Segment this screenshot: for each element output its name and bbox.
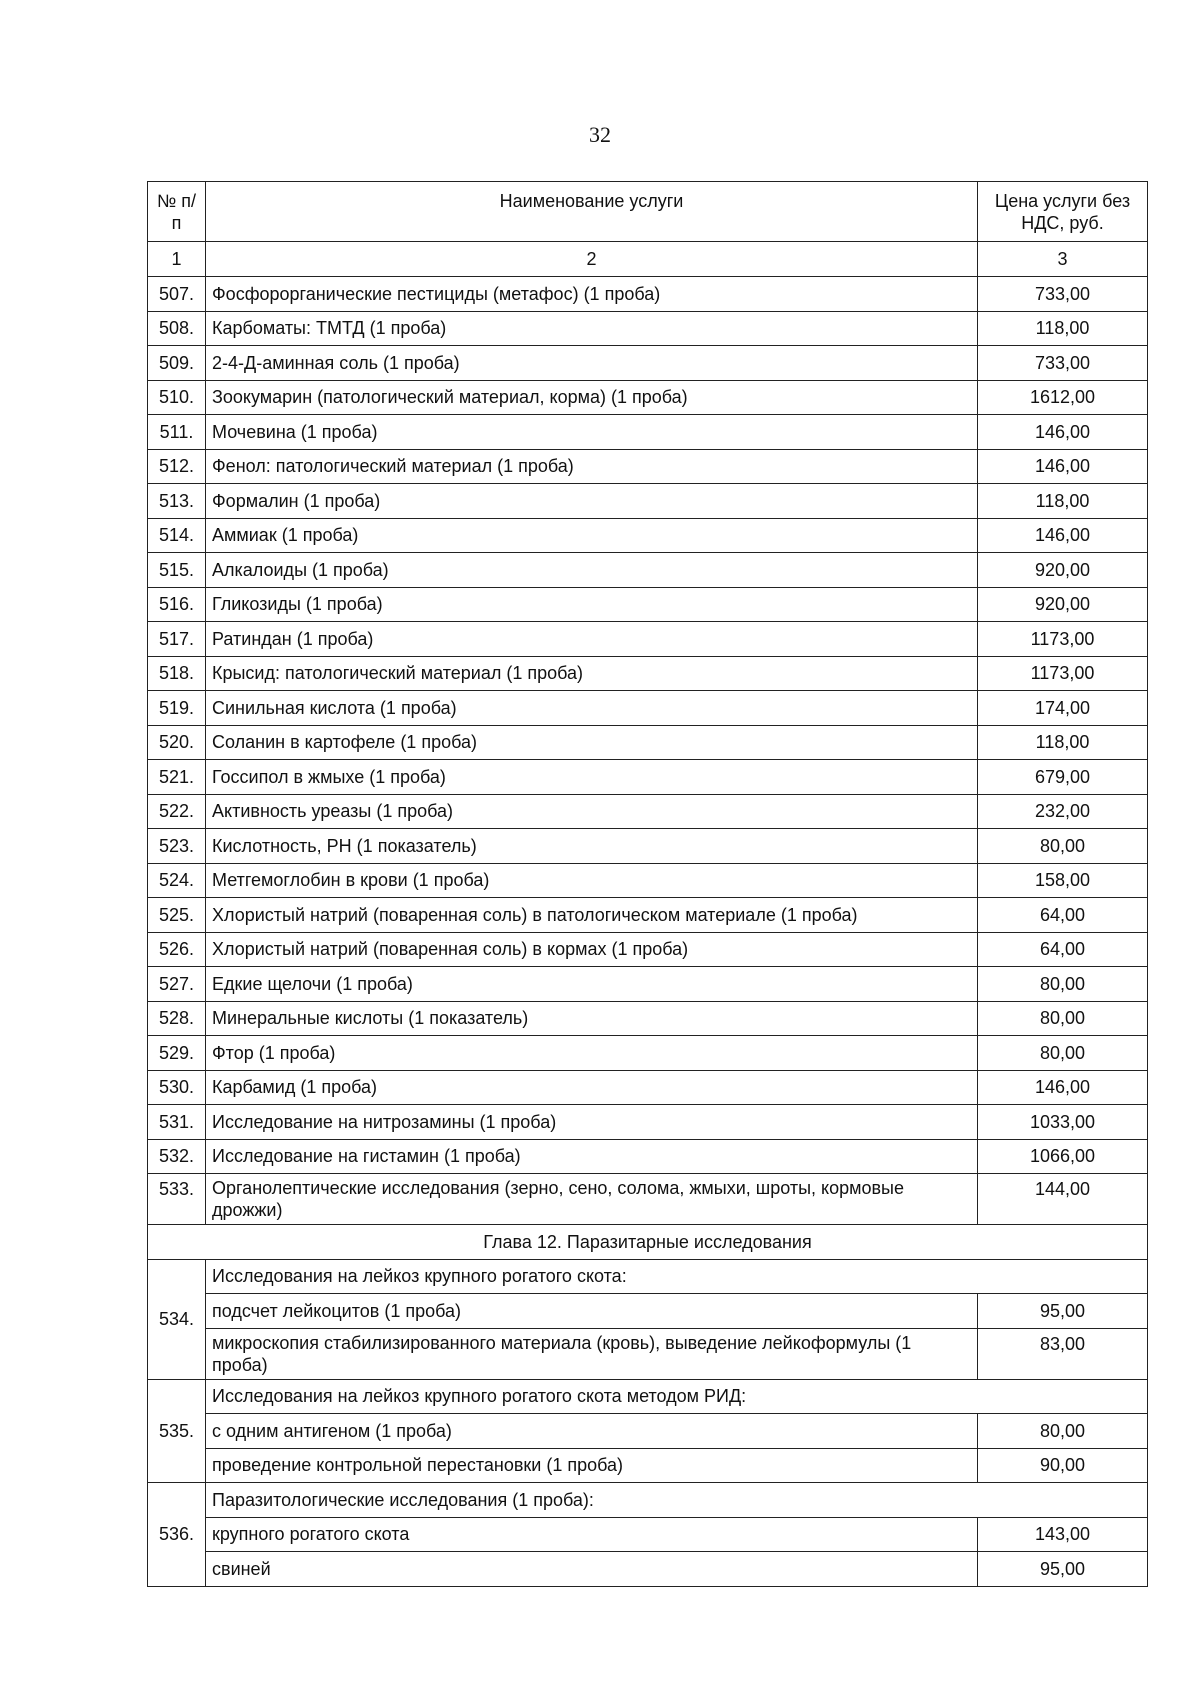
table-row [148, 794, 1148, 829]
service-name: Активность уреазы (1 проба) [206, 794, 978, 829]
sub-item-row [148, 1328, 1148, 1379]
service-name: Органолептические исследования (зерно, сено, солома, жмыхи, шроты, кормовые дрожжи) [206, 1174, 978, 1225]
table-row [148, 622, 1148, 657]
row-number: 514. [148, 518, 206, 553]
group-title-row [148, 1259, 1148, 1294]
table-row [148, 415, 1148, 450]
row-number: 518. [148, 656, 206, 691]
service-price: 1173,00 [978, 622, 1148, 657]
table-row [148, 829, 1148, 864]
group-title: Паразитологические исследования (1 проба): [206, 1483, 1148, 1518]
service-name: Мочевина (1 проба) [206, 415, 978, 450]
service-price: 920,00 [978, 587, 1148, 622]
service-price: 118,00 [978, 484, 1148, 519]
row-number: 512. [148, 449, 206, 484]
service-price: 1033,00 [978, 1105, 1148, 1140]
header-price: Цена услуги без НДС, руб. [978, 182, 1148, 242]
service-price: 144,00 [978, 1174, 1148, 1225]
table-row [148, 1174, 1148, 1225]
service-name: Фтор (1 проба) [206, 1036, 978, 1071]
row-number: 528. [148, 1001, 206, 1036]
row-number: 532. [148, 1139, 206, 1174]
table-row [148, 277, 1148, 312]
service-name: Кислотность, РН (1 показатель) [206, 829, 978, 864]
service-name: Зоокумарин (патологический материал, корма) (1 проба) [206, 380, 978, 415]
table-row [148, 691, 1148, 726]
row-number: 527. [148, 967, 206, 1002]
sub-item-price: 95,00 [978, 1294, 1148, 1329]
row-number: 519. [148, 691, 206, 726]
row-number: 520. [148, 725, 206, 760]
table-row [148, 311, 1148, 346]
table-row [148, 484, 1148, 519]
page-number: 32 [589, 122, 611, 147]
row-number: 521. [148, 760, 206, 795]
service-name: Алкалоиды (1 проба) [206, 553, 978, 588]
service-name: Минеральные кислоты (1 показатель) [206, 1001, 978, 1036]
table-row [148, 380, 1148, 415]
service-name: Фосфорорганические пестициды (метафос) (1 проба) [206, 277, 978, 312]
service-price: 174,00 [978, 691, 1148, 726]
table-row [148, 967, 1148, 1002]
table-row [148, 553, 1148, 588]
table-row [148, 1001, 1148, 1036]
service-price: 733,00 [978, 277, 1148, 312]
sub-item-name: подсчет лейкоцитов (1 проба) [206, 1294, 978, 1329]
service-price: 679,00 [978, 760, 1148, 795]
row-number: 524. [148, 863, 206, 898]
service-price: 1173,00 [978, 656, 1148, 691]
service-price: 80,00 [978, 1036, 1148, 1071]
service-name: Соланин в картофеле (1 проба) [206, 725, 978, 760]
table-row [148, 1036, 1148, 1071]
service-price: 146,00 [978, 518, 1148, 553]
service-price: 1612,00 [978, 380, 1148, 415]
header-name: Наименование услуги [206, 182, 978, 242]
service-name: Исследование на нитрозамины (1 проба) [206, 1105, 978, 1140]
service-name: Хлористый натрий (поваренная соль) в кормах (1 проба) [206, 932, 978, 967]
column-index-cell: 3 [978, 242, 1148, 277]
column-index-cell: 1 [148, 242, 206, 277]
service-name: Синильная кислота (1 проба) [206, 691, 978, 726]
service-price: 64,00 [978, 932, 1148, 967]
service-name: Едкие щелочи (1 проба) [206, 967, 978, 1002]
table-row [148, 587, 1148, 622]
service-price: 733,00 [978, 346, 1148, 381]
sub-item-row [148, 1294, 1148, 1329]
service-name: Карбамид (1 проба) [206, 1070, 978, 1105]
column-index-cell: 2 [206, 242, 978, 277]
price-table [147, 181, 1148, 1587]
sub-item-price: 90,00 [978, 1448, 1148, 1483]
table-row [148, 346, 1148, 381]
group-title-row [148, 1483, 1148, 1518]
sub-item-row [148, 1414, 1148, 1449]
service-name: Крысид: патологический материал (1 проба) [206, 656, 978, 691]
service-name: Хлористый натрий (поваренная соль) в патологическом материале (1 проба) [206, 898, 978, 933]
row-number: 523. [148, 829, 206, 864]
service-price: 146,00 [978, 415, 1148, 450]
chapter-title: Глава 12. Паразитарные исследования [148, 1225, 1148, 1260]
sub-item-row [148, 1517, 1148, 1552]
sub-item-name: проведение контрольной перестановки (1 проба) [206, 1448, 978, 1483]
group-title: Исследования на лейкоз крупного рогатого скота методом РИД: [206, 1379, 1148, 1414]
table-row [148, 656, 1148, 691]
service-name: Гликозиды (1 проба) [206, 587, 978, 622]
service-name: Метгемоглобин в крови (1 проба) [206, 863, 978, 898]
row-number: 531. [148, 1105, 206, 1140]
service-name: Аммиак (1 проба) [206, 518, 978, 553]
row-number: 525. [148, 898, 206, 933]
row-number: 508. [148, 311, 206, 346]
sub-item-name: с одним антигеном (1 проба) [206, 1414, 978, 1449]
row-number: 534. [148, 1259, 206, 1379]
row-number: 530. [148, 1070, 206, 1105]
row-number: 511. [148, 415, 206, 450]
group-title: Исследования на лейкоз крупного рогатого скота: [206, 1259, 1148, 1294]
sub-item-name: микроскопия стабилизированного материала (кровь), выведение лейкоформулы (1 проба) [206, 1328, 978, 1379]
service-price: 80,00 [978, 1001, 1148, 1036]
sub-item-price: 83,00 [978, 1328, 1148, 1379]
service-price: 118,00 [978, 311, 1148, 346]
row-number: 513. [148, 484, 206, 519]
service-price: 158,00 [978, 863, 1148, 898]
sub-item-price: 95,00 [978, 1552, 1148, 1587]
service-name: Исследование на гистамин (1 проба) [206, 1139, 978, 1174]
table-row [148, 449, 1148, 484]
row-number: 510. [148, 380, 206, 415]
table-row [148, 1070, 1148, 1105]
service-price: 1066,00 [978, 1139, 1148, 1174]
service-name: Ратиндан (1 проба) [206, 622, 978, 657]
service-name: 2-4-Д-аминная соль (1 проба) [206, 346, 978, 381]
table-row [148, 760, 1148, 795]
service-name: Фенол: патологический материал (1 проба) [206, 449, 978, 484]
row-number: 516. [148, 587, 206, 622]
sub-item-price: 80,00 [978, 1414, 1148, 1449]
table-row [148, 863, 1148, 898]
table-row [148, 932, 1148, 967]
chapter-row [148, 1225, 1148, 1260]
sub-item-name: свиней [206, 1552, 978, 1587]
column-index-row [148, 242, 1148, 277]
service-price: 232,00 [978, 794, 1148, 829]
service-price: 118,00 [978, 725, 1148, 760]
group-title-row [148, 1379, 1148, 1414]
row-number: 507. [148, 277, 206, 312]
row-number: 509. [148, 346, 206, 381]
table-row [148, 1139, 1148, 1174]
row-number: 536. [148, 1483, 206, 1587]
service-price: 146,00 [978, 449, 1148, 484]
table-header-row [148, 182, 1148, 242]
service-name: Карбоматы: ТМТД (1 проба) [206, 311, 978, 346]
sub-item-name: крупного рогатого скота [206, 1517, 978, 1552]
row-number: 535. [148, 1379, 206, 1483]
service-name: Формалин (1 проба) [206, 484, 978, 519]
service-price: 80,00 [978, 829, 1148, 864]
header-num: № п/п [148, 182, 206, 242]
service-price: 146,00 [978, 1070, 1148, 1105]
sub-item-price: 143,00 [978, 1517, 1148, 1552]
row-number: 522. [148, 794, 206, 829]
service-price: 80,00 [978, 967, 1148, 1002]
sub-item-row [148, 1552, 1148, 1587]
row-number: 533. [148, 1174, 206, 1225]
row-number: 526. [148, 932, 206, 967]
service-name: Госсипол в жмыхе (1 проба) [206, 760, 978, 795]
sub-item-row [148, 1448, 1148, 1483]
table-row [148, 725, 1148, 760]
table-row [148, 898, 1148, 933]
service-price: 64,00 [978, 898, 1148, 933]
table-row [148, 518, 1148, 553]
service-price: 920,00 [978, 553, 1148, 588]
row-number: 515. [148, 553, 206, 588]
row-number: 529. [148, 1036, 206, 1071]
row-number: 517. [148, 622, 206, 657]
table-row [148, 1105, 1148, 1140]
